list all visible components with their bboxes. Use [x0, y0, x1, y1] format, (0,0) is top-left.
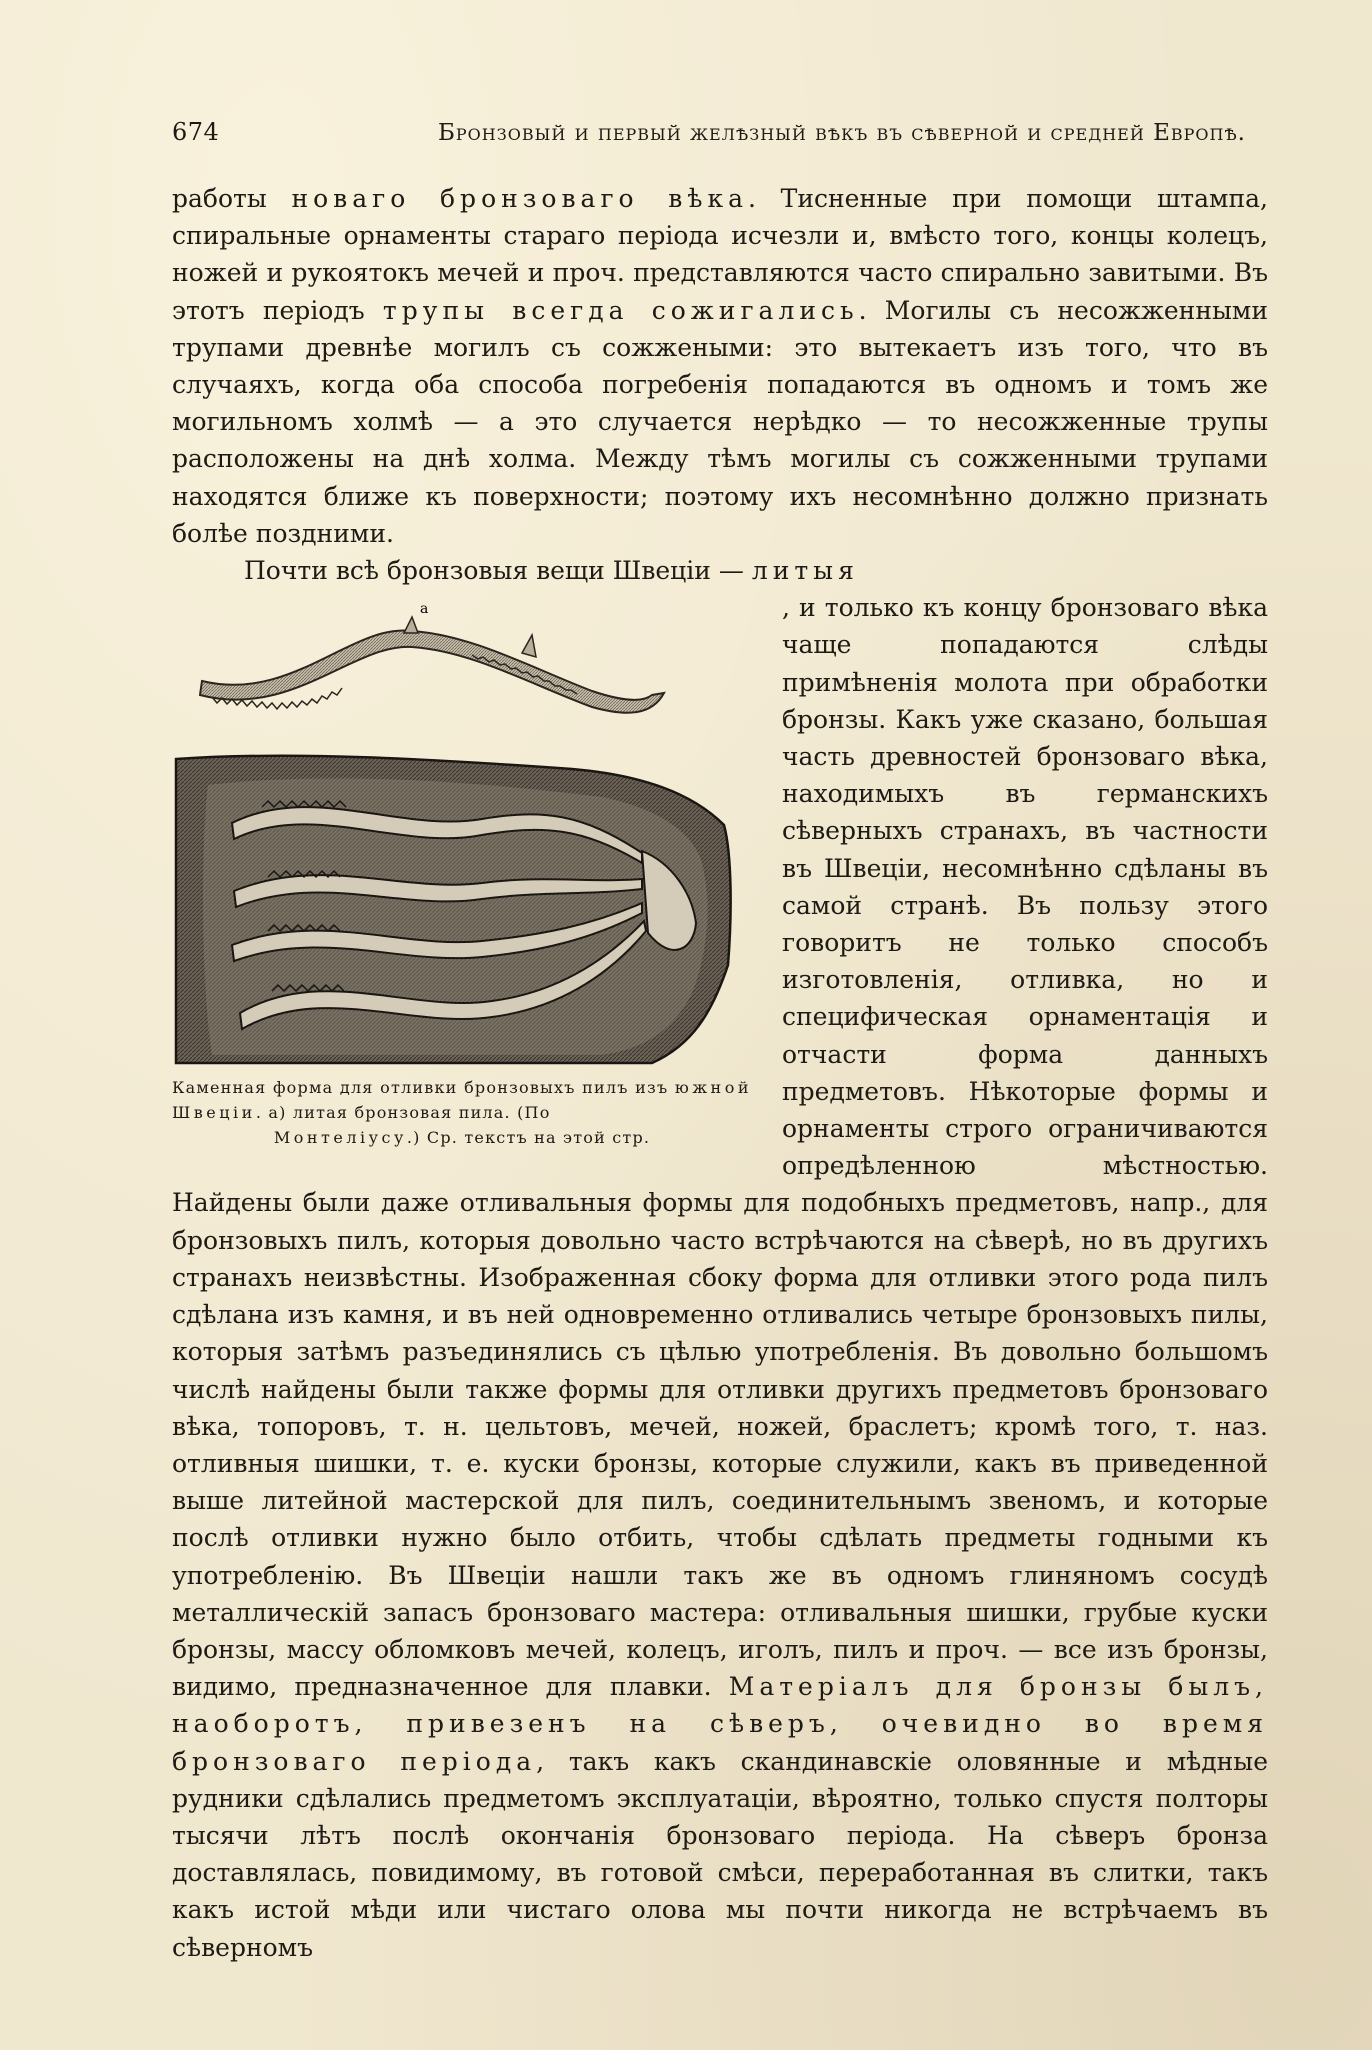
bronze-saw-drawing	[200, 601, 664, 713]
spaced-emphasis: новаго бронзоваго вѣка	[291, 184, 748, 213]
figure-illustration	[172, 593, 752, 1067]
running-head	[172, 118, 1246, 146]
figure-caption: Каменная форма для отливки бронзовыхъ пилъ изъ южной Швеціи. а) литая бронзовая пила. (По Монтеліусу.) Ср. текстъ на этой стр.	[172, 1078, 752, 1148]
paragraph-2: , и только къ концу бронзоваго вѣка чаще попадаются слѣды примѣненія молота при обработки бронзы. Какъ уже сказано, большая часть древностей бронзоваго вѣка, находимыхъ въ германскихъ сѣверныхъ странахъ, въ частности въ Швеціи, несомнѣнно сдѣланы въ самой странѣ. Въ пользу этого говоритъ не только способъ изготовленія, отливка, но и специфическая орнаментація и отчасти форма данныхъ предметовъ. Нѣкоторые формы и орнаменты строго ограничиваются опредѣленною мѣстностью. Найдены были даже отливальныя формы для подобныхъ предметовъ, напр., для бронзовыхъ пилъ, которыя довольно часто встрѣчаются на сѣверѣ, но въ другихъ странахъ неизвѣстны. Изображенная сбоку форма для отливки этого рода пилъ сдѣлана изъ камня, и въ ней одновременно отливались четыре бронзовыхъ пилы, которыя затѣмъ разъединялись съ цѣлью употребленія. Въ довольно большомъ числѣ найдены были также формы для отливки другихъ предметовъ бронзоваго вѣка, топоровъ, т. н. цельтовъ, мечей, ножей, браслетъ; кромѣ того, т. наз. отливныя шишки, т. е. куски бронзы, которые служили, какъ въ приведенной выше литейной мастерской для пилъ, соединительнымъ звеномъ, и которые послѣ отливки нужно было отбить, чтобы сдѣлать предметы годными къ употребленію. Въ Швеціи нашли такъ же въ одномъ глиняномъ сосудѣ металлическій запасъ бронзоваго мастера: отливальныя шишки, грубые куски бронзы, массу обломковъ мечей, колецъ, иголъ, пилъ и проч. — все изъ бронзы, видимо, предназначенное для плавки. Матеріалъ для бронзы былъ, наоборотъ, привезенъ на сѣверъ, очевидно во время бронзоваго періода, такъ какъ скандинавскіе оловянные и мѣдные рудники сдѣлались предметомъ эксплуатаціи, вѣроятно, только спустя полторы тысячи лѣтъ послѣ окончанія бронзоваго періода. На сѣверъ бронза доставлялась, повидимому, въ готовой смѣси, переработанная въ слитки, такъ какъ истой мѣди или чистаго олова мы почти никогда не встрѣчаемъ въ сѣверномъ	[172, 593, 1268, 1962]
stone-mould-drawing	[176, 756, 731, 1063]
spaced-emphasis: трупы всегда сожигались	[382, 295, 859, 325]
page-number: 674	[172, 118, 220, 146]
paragraph-2-intro: Почти всѣ бронзовыя вещи Швеціи — литыя	[244, 556, 859, 586]
running-title: Бронзовый и первый желѣзный вѣкъ въ сѣверной и средней Европѣ.	[438, 120, 1246, 146]
figure-stone-mould	[172, 593, 752, 1156]
spaced-emphasis: Матеріалъ для бронзы былъ, наоборотъ, привезенъ на сѣверъ, очевидно во время бронзоваго періода	[172, 1672, 1268, 1776]
spaced-emphasis: литыя	[751, 556, 859, 586]
body-text	[172, 180, 1268, 1966]
figure-label-a: a	[420, 601, 429, 618]
paragraph-1: работы новаго бронзоваго вѣка. Тисненные при помощи штампа, спиральные орнаменты стараго періода исчезли и, вмѣсто того, концы колецъ, ножей и рукоятокъ мечей и проч. представляются часто спирально завитыми. Въ этотъ періодъ трупы всегда сожигались. Могилы съ несожженными трупами древнѣе могилъ съ сожжеными: это вытекаетъ изъ того, что въ случаяхъ, когда оба способа погребенія попадаются въ одномъ и томъ же могильномъ холмѣ — а это случается нерѣдко — то несожженные трупы расположены на днѣ холма. Между тѣмъ могилы съ сожженными трупами находятся ближе къ поверхности; поэтому ихъ несомнѣнно должно признать болѣе поздними.	[172, 184, 1269, 548]
